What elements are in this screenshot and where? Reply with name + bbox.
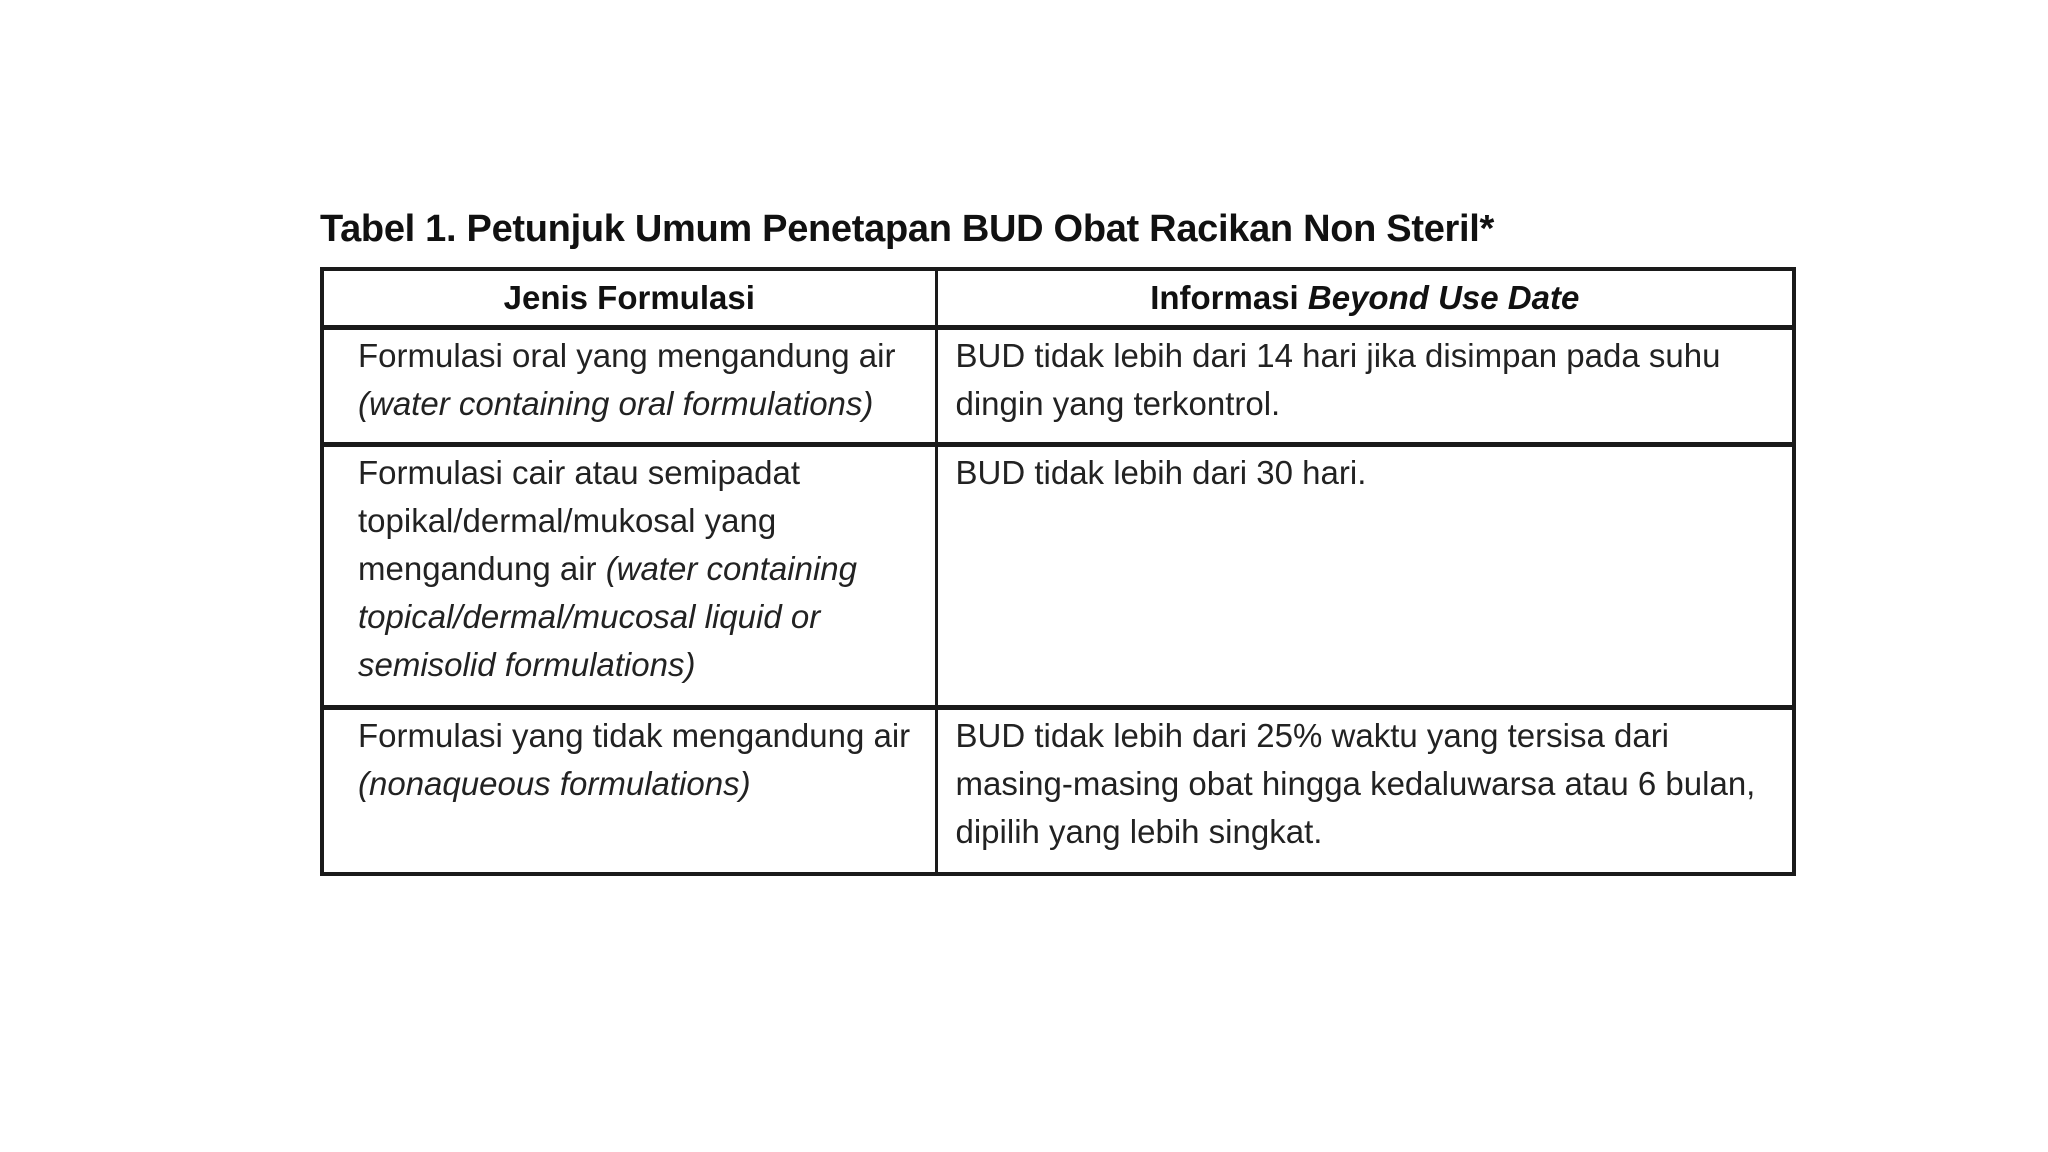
table-title: Tabel 1. Petunjuk Umum Penetapan BUD Obat Racikan Non Steril* (320, 208, 1495, 250)
formulation-text: Formulasi yang tidak mengandung air (358, 717, 911, 754)
header-jenis-formulasi: Jenis Formulasi (322, 269, 936, 328)
header-informasi-prefix: Informasi (1150, 279, 1308, 316)
header-beyond-use-date: Beyond Use Date (1307, 279, 1580, 316)
bud-info-cell: BUD tidak lebih dari 14 hari jika disimpan pada suhu dingin yang terkontrol. (936, 328, 1794, 445)
formulation-cell (322, 328, 936, 445)
formulation-english: (nonaqueous formulations) (358, 765, 751, 802)
document-page (320, 205, 1792, 876)
header-informasi-bud (936, 269, 1794, 328)
formulation-english: (water containing oral formulations) (358, 385, 874, 422)
formulation-cell (322, 445, 936, 708)
table-row (322, 708, 1794, 875)
formulation-text: Formulasi oral yang mengandung air (358, 337, 896, 374)
table-header-row (322, 269, 1794, 328)
bud-info-cell: BUD tidak lebih dari 30 hari. (936, 445, 1794, 708)
bud-info-cell: BUD tidak lebih dari 25% waktu yang tersisa dari masing-masing obat hingga kedaluwarsa atau 6 bulan, dipilih yang lebih singkat. (936, 708, 1794, 875)
table-row (322, 445, 1794, 708)
formulation-cell (322, 708, 936, 875)
formulation-text: Formulasi cair atau semipadat topikal/dermal/mukosal yang mengandung air (358, 454, 801, 587)
formulation-english: (water containing topical/dermal/mucosal liquid or semisolid formulations) (358, 550, 857, 683)
table-row (322, 328, 1794, 445)
bud-table (320, 267, 1796, 876)
